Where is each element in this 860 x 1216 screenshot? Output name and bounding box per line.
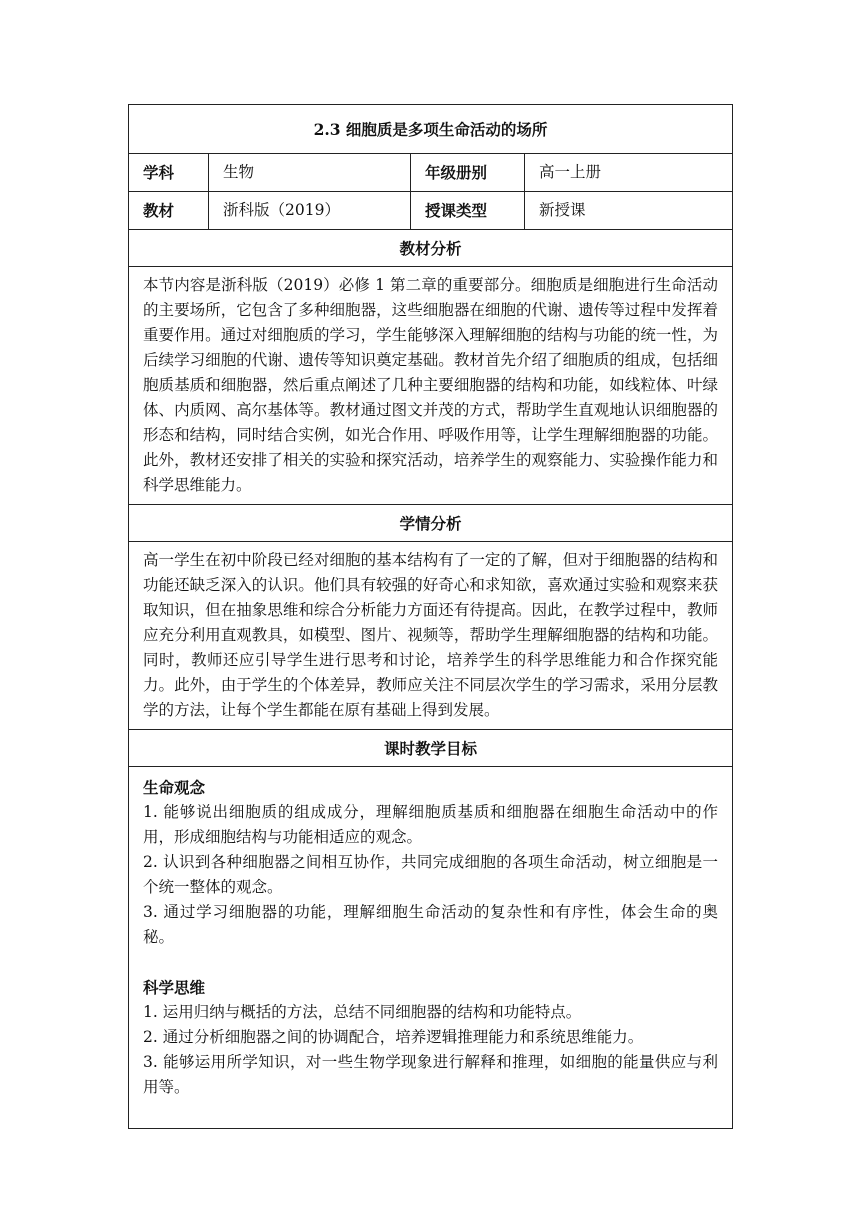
section-spacer <box>143 950 718 975</box>
life-concept-heading: 生命观念 <box>143 778 206 797</box>
textbook-value: 浙科版（2019） <box>209 192 411 230</box>
objectives-heading: 课时教学目标 <box>129 730 733 767</box>
textbook-analysis-cell <box>129 267 733 505</box>
life-concept-item-3: 3. 通过学习细胞器的功能，理解细胞生命活动的复杂性和有序性，体会生命的奥秘。 <box>143 903 718 946</box>
scientific-thinking-item-3: 3. 能够运用所学知识，对一些生物学现象进行解释和推理，如细胞的能量供应与利用等。 <box>143 1053 718 1096</box>
scientific-thinking-heading: 科学思维 <box>143 978 206 997</box>
lesson-title: 2.3 细胞质是多项生命活动的场所 <box>129 105 733 154</box>
scientific-thinking-item-2: 2. 通过分析细胞器之间的协调配合，培养逻辑推理能力和系统思维能力。 <box>143 1028 644 1046</box>
lesson-plan-table <box>128 104 733 1129</box>
student-analysis-cell <box>129 542 733 730</box>
scientific-thinking-item-1: 1. 运用归纳与概括的方法，总结不同细胞器的结构和功能特点。 <box>143 1003 582 1021</box>
textbook-label: 教材 <box>129 192 209 230</box>
objectives-cell <box>129 767 733 1129</box>
grade-label: 年级册别 <box>411 154 525 192</box>
student-analysis-heading: 学情分析 <box>129 505 733 542</box>
lesson-type-label: 授课类型 <box>411 192 525 230</box>
lesson-type-value: 新授课 <box>525 192 733 230</box>
life-concept-item-2: 2. 认识到各种细胞器之间相互协作，共同完成细胞的各项生命活动，树立细胞是一个统一整体的观念。 <box>143 853 718 896</box>
textbook-analysis-heading: 教材分析 <box>129 230 733 267</box>
textbook-analysis-text: 本节内容是浙科版（2019）必修 1 第二章的重要部分。细胞质是细胞进行生命活动的主要场所，它包含了多种细胞器，这些细胞器在细胞的代谢、遗传等过程中发挥着重要作用。通过对细胞质的学习，学生能够深入理解细胞的结构与功能的统一性，为后续学习细胞的代谢、遗传等知识奠定基础。教材首先介绍了细胞质的组成，包括细胞质基质和细胞器，然后重点阐述了几种主要细胞器的结构和功能，如线粒体、叶绿体、内质网、高尔基体等。教材通过图文并茂的方式，帮助学生直观地认识细胞器的形态和结构，同时结合实例，如光合作用、呼吸作用等，让学生理解细胞器的功能。此外，教材还安排了相关的实验和探究活动，培养学生的观察能力、实验操作能力和科学思维能力。 <box>143 276 718 494</box>
subject-label: 学科 <box>129 154 209 192</box>
grade-value: 高一上册 <box>525 154 733 192</box>
life-concept-item-1: 1. 能够说出细胞质的组成成分，理解细胞质基质和细胞器在细胞生命活动中的作用，形成细胞结构与功能相适应的观念。 <box>143 803 718 846</box>
subject-value: 生物 <box>209 154 411 192</box>
student-analysis-text: 高一学生在初中阶段已经对细胞的基本结构有了一定的了解，但对于细胞器的结构和功能还缺乏深入的认识。他们具有较强的好奇心和求知欲，喜欢通过实验和观察来获取知识，但在抽象思维和综合分析能力方面还有待提高。因此，在教学过程中，教师应充分利用直观教具，如模型、图片、视频等，帮助学生理解细胞器的结构和功能。同时，教师还应引导学生进行思考和讨论，培养学生的科学思维能力和合作探究能力。此外，由于学生的个体差异，教师应关注不同层次学生的学习需求，采用分层教学的方法，让每个学生都能在原有基础上得到发展。 <box>143 551 718 719</box>
